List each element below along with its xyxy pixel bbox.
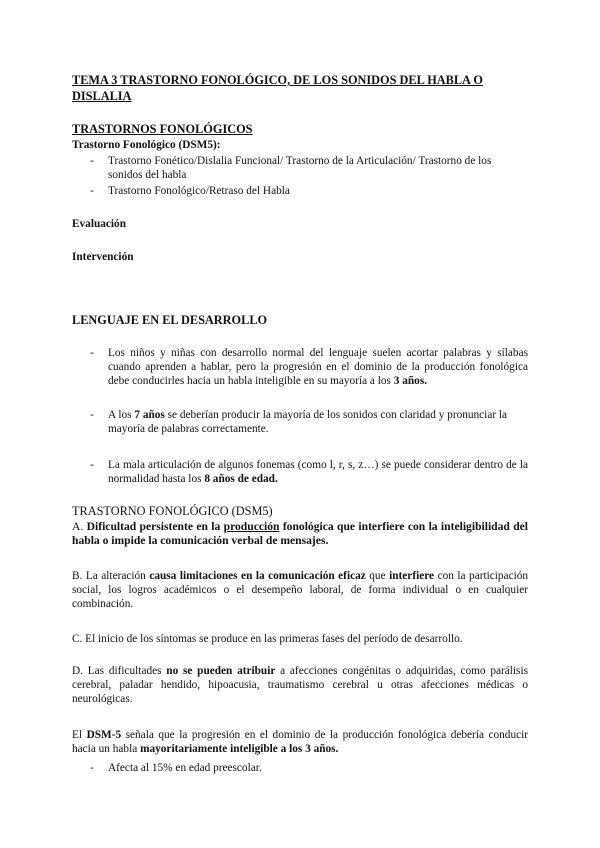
list-item: A los 7 años se deberían producir la mayoría de los sonidos con claridad y pronunciar la mayoría de palabras correctamente. — [108, 409, 508, 435]
list-item: Afecta al 15% en edad preescolar. — [108, 762, 262, 774]
criterion-c: C. El inicio de los síntomas se produce en las primeras fases del período de desarrollo. — [72, 633, 463, 645]
bullet-marker: - — [90, 762, 94, 774]
criterion-b: B. La alteración causa limitaciones en la comunicación eficaz que interfiere con la participación social, los logros académicos o el desempeño laboral, de forma individual o en cualquier combinación. — [72, 570, 529, 610]
list-item: Trastorno Fonético/Dislalia Funcional/ Trastorno de la Articulación/ Trastorno de los sonidos del habla — [108, 155, 492, 181]
bullet-marker: - — [90, 155, 94, 167]
bullet-marker: - — [90, 347, 94, 359]
label-evaluacion: Evaluación — [72, 218, 126, 230]
list-item: Los niños y niñas con desarrollo normal del lenguaje suelen acortar palabras y sílabas cuando aprenden a hablar, pero la progresión en el dominio de la producción fonológica debe conducirles hacia un habla inteligible en su mayoría a los 3 años. — [108, 347, 528, 387]
list-item: La mala articulación de algunos fonemas (como l, r, s, z…) se puede considerar dentro de la normalidad hasta los 8 años de edad. — [108, 459, 528, 485]
list-item: Trastorno Fonológico/Retraso del Habla — [108, 185, 290, 197]
bullet-marker: - — [90, 459, 94, 471]
document-title: TEMA 3 TRASTORNO FONOLÓGICO, DE LOS SONIDOS DEL HABLA O DISLALIA — [72, 73, 483, 103]
bullet-marker: - — [90, 185, 94, 197]
dsm5-note: El DSM-5 señala que la progresión en el dominio de la producción fonológica debería conducir hacia un habla mayoritariamente inteligible a los 3 años. — [72, 729, 529, 755]
criterion-d: D. Las dificultades no se pueden atribuir a afecciones congénitas o adquiridas, como parálisis cerebral, paladar hendido, hipoacusia, traumatismo cerebral u otras afecciones médicas o neurológicas. — [72, 665, 528, 705]
section-heading-lenguaje: LENGUAJE EN EL DESARROLLO — [72, 313, 268, 327]
subheading-dsm5: Trastorno Fonológico (DSM5): — [72, 139, 221, 151]
bullet-marker: - — [90, 409, 94, 421]
label-intervencion: Intervención — [72, 251, 134, 263]
section-heading-dsm5: TRASTORNO FONOLÓGICO (DSM5) — [72, 504, 273, 518]
section-heading-trastornos: TRASTORNOS FONOLÓGICOS — [72, 122, 253, 136]
criterion-a: A. Dificultad persistente en la producción fonológica que interfiere con la inteligibilidad del habla o impide la comunicación verbal de mensajes. — [72, 520, 529, 547]
